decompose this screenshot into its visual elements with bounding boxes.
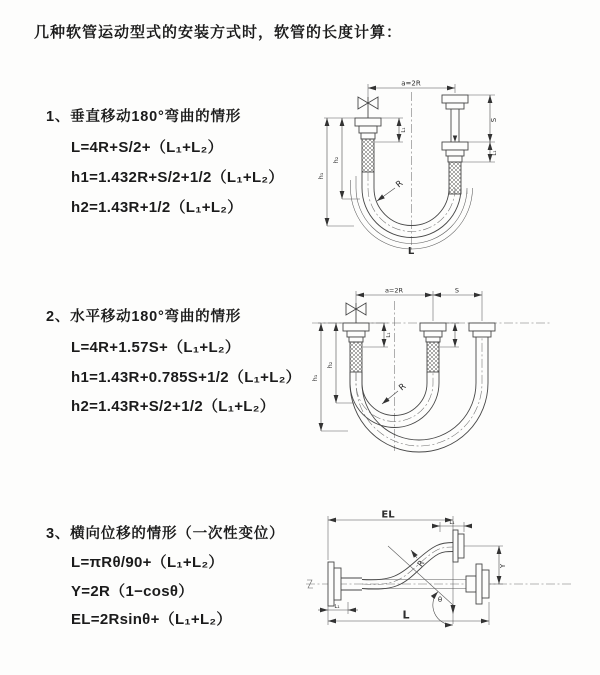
radius-label: R [394,178,406,191]
section-1-formula-h2: h2=1.43R+1/2（L₁+L₂） [71,199,243,216]
radius-callout [382,382,408,404]
radius-callout [377,179,405,201]
dim-label-el: EL [381,509,395,521]
section-2-heading: 2、水平移动180°弯曲的情形 [46,309,242,325]
right-fitting-moved [442,95,468,142]
valve-icon [358,97,378,118]
dim-label-a2r: a=2R [384,286,404,295]
diagram-lateral-displacement [300,506,600,646]
dim-label-l1-left: L₁ [334,604,340,610]
braided-hose-section [350,342,362,372]
dim-label-l1-top: L₁ [449,520,455,526]
section-3-formula-y: Y=2R（1−cosθ） [71,583,194,600]
right-flange-moved [453,530,464,562]
dim-l1-right [490,142,498,162]
hose-u-loop-moved [350,337,488,452]
right-flange-original [466,564,489,604]
dim-label-l1-left: L₁ [401,127,407,133]
dim-label-h1: h₁ [311,374,319,382]
page-title: 几种软管运动型式的安装方式时，软管的长度计算： [34,24,403,41]
braided-hose-section [427,342,439,372]
dim-h1 [317,118,355,226]
dim-label-s: S [490,117,498,123]
reference-arrow [453,136,457,143]
right-fitting-original [442,136,468,195]
dim-l [328,602,489,625]
middle-fitting [420,323,446,372]
length-label: L [402,608,410,622]
dim-label-s: S [454,286,460,295]
left-fitting [355,118,381,172]
vertex-arrow [451,605,456,614]
dim-label-y: Y [499,563,507,569]
section-2-formula-h2: h2=1.43R+S/2+1/2（L₁+L₂） [71,398,276,415]
section-1-heading: 1、垂直移动180°弯曲的情形 [46,109,242,125]
hose-s-curve [362,543,453,590]
angle-label: θ [437,596,443,604]
dim-l1-left [318,602,358,614]
right-fitting-moved [469,323,495,337]
length-label: L [407,246,415,257]
dim-label-h2: h₂ [332,156,340,164]
dim-label-l1: L₁ [386,332,392,338]
section-2-formula-l: L=4R+1.57S+（L₁+L₂） [71,339,241,356]
dim-s [433,287,482,322]
braided-hose-section [362,139,374,172]
diagram-horizontal-180-bend [298,283,590,463]
section-3-formula-el: EL=2Rsinθ+（L₁+L₂） [71,611,232,628]
diagram-vertical-180-bend [302,76,554,258]
left-fitting [343,323,369,372]
section-3-formula-l: L=πRθ/90+（L₁+L₂） [71,554,224,571]
section-2-formula-h1: h1=1.43R+0.785S+1/2（L₁+L₂） [71,369,301,386]
section-3-heading: 3、横向位移的情形（一次性变位） [46,526,285,542]
radius-label: R [397,381,409,394]
dim-el [328,510,453,625]
section-1-formula-h1: h1=1.432R+S/2+1/2（L₁+L₂） [71,169,284,186]
dim-label-l1-right: L₁ [492,150,498,156]
radius-label: R [415,558,427,569]
dim-h1 [311,323,348,431]
valve-icon [346,303,366,323]
dim-label-h2: h₂ [326,361,334,369]
dim-label-a2r: a=2R [401,79,421,88]
section-1-formula-l: L=4R+S/2+（L₁+L₂） [71,139,223,156]
dim-label-h1: h₁ [317,172,325,180]
dim-l1-top [432,520,472,532]
